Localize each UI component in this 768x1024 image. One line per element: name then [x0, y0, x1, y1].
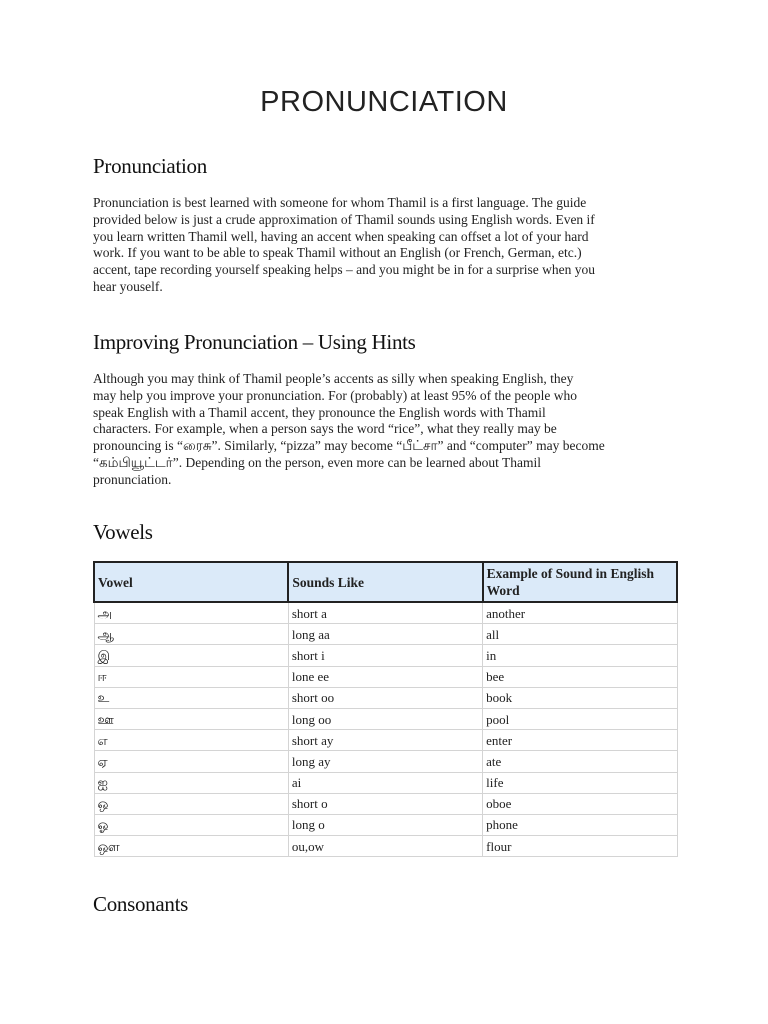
table-row	[94, 687, 677, 708]
sound-cell: ai	[288, 772, 482, 793]
improving-paragraph	[93, 371, 683, 489]
paragraph-line: Although you may think of Thamil people’s accents as silly when speaking English, they	[93, 371, 574, 386]
table-row	[94, 624, 677, 645]
paragraph-line: speak English with a Thamil accent, they pronounce the English words with Thamil	[93, 404, 546, 420]
paragraph-line: Pronunciation is best learned with someone for whom Thamil is a first language. The guide	[93, 195, 587, 210]
example-cell: bee	[483, 666, 677, 687]
example-cell: phone	[483, 814, 677, 835]
column-header-example: Example of Sound in English Word	[483, 562, 677, 602]
paragraph-line: you learn written Thamil well, having an accent when speaking can offset a lot of your hard	[93, 228, 589, 244]
paragraph-line: hear youself.	[93, 278, 163, 294]
column-header-vowel: Vowel	[94, 562, 288, 602]
vowel-cell: உ	[94, 687, 288, 708]
section-heading-pronunciation: Pronunciation	[93, 154, 207, 178]
example-cell: life	[483, 772, 677, 793]
paragraph-line: may help you improve your pronunciation. For (probably) at least 95% of the people who	[93, 387, 578, 403]
sound-cell: short i	[288, 645, 482, 666]
vowel-cell: ஓ	[94, 814, 288, 835]
paragraph-line: provided below is just a crude approximation of Thamil sounds using English words. Even if	[93, 211, 595, 227]
vowel-cell: ஐ	[94, 772, 288, 793]
sound-cell: short oo	[288, 687, 482, 708]
paragraph-line: characters. For example, when a person says the word “rice”, what they really may be	[93, 421, 557, 437]
table-header-row	[94, 562, 677, 602]
sound-cell: long o	[288, 814, 482, 835]
vowel-cell: ஊ	[94, 708, 288, 729]
vowel-cell: எ	[94, 730, 288, 751]
table-row	[94, 708, 677, 729]
vowels-table	[93, 561, 678, 857]
vowel-cell: அ	[94, 602, 288, 624]
vowel-cell: ஔ	[94, 836, 288, 857]
table-row	[94, 814, 677, 835]
sound-cell: ou,ow	[288, 836, 482, 857]
paragraph-line: pronunciation.	[93, 471, 172, 487]
table-row	[94, 645, 677, 666]
table-row	[94, 751, 677, 772]
example-cell: all	[483, 624, 677, 645]
table-row	[94, 793, 677, 814]
example-cell: enter	[483, 730, 677, 751]
sound-cell: long oo	[288, 708, 482, 729]
example-cell: ate	[483, 751, 677, 772]
column-header-sounds-like: Sounds Like	[288, 562, 482, 602]
pronunciation-paragraph	[93, 195, 683, 296]
paragraph-line: work. If you want to be able to speak Thamil without an English (or French, German, etc.)	[93, 245, 582, 261]
example-cell: another	[483, 602, 677, 624]
paragraph-line: “கம்பியூட்டர்”. Depending on the person, even more can be learned about Thamil	[93, 454, 541, 470]
page-title: PRONUNCIATION	[260, 86, 508, 118]
section-heading-vowels: Vowels	[93, 520, 153, 544]
paragraph-line: accent, tape recording yourself speaking helps – and you might be in for a surprise when you	[93, 262, 595, 278]
vowel-cell: இ	[94, 645, 288, 666]
sound-cell: long ay	[288, 751, 482, 772]
example-cell: pool	[483, 708, 677, 729]
table-row	[94, 730, 677, 751]
example-cell: oboe	[483, 793, 677, 814]
paragraph-line: pronouncing is “ரைசு”. Similarly, “pizza” may become “பீட்சா” and “computer” may become	[93, 438, 605, 454]
sound-cell: short o	[288, 793, 482, 814]
example-cell: flour	[483, 836, 677, 857]
table-row	[94, 836, 677, 857]
table-row	[94, 602, 677, 624]
section-heading-improving: Improving Pronunciation – Using Hints	[93, 330, 416, 354]
vowel-cell: ஈ	[94, 666, 288, 687]
sound-cell: lone ee	[288, 666, 482, 687]
vowel-cell: ஏ	[94, 751, 288, 772]
sound-cell: long aa	[288, 624, 482, 645]
section-heading-consonants: Consonants	[93, 892, 189, 916]
sound-cell: short a	[288, 602, 482, 624]
sound-cell: short ay	[288, 730, 482, 751]
table-row	[94, 772, 677, 793]
vowel-cell: ஒ	[94, 793, 288, 814]
example-cell: book	[483, 687, 677, 708]
example-cell: in	[483, 645, 677, 666]
vowel-cell: ஆ	[94, 624, 288, 645]
table-row	[94, 666, 677, 687]
